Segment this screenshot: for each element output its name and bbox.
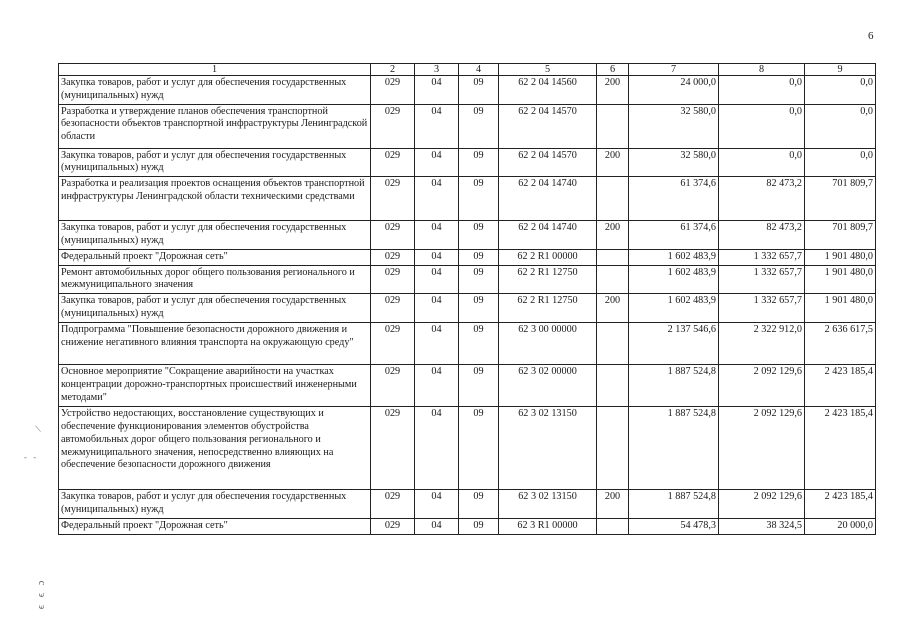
- row-name: Основное мероприятие "Сокращение аварийности на участках концентрации дорожно-транспортных происшествий инженерными методами": [59, 365, 371, 407]
- cell-target-article: 62 3 00 00000: [499, 323, 597, 365]
- cell-amount-col7: 24 000,0: [629, 76, 719, 105]
- column-header-9: 9: [805, 64, 876, 76]
- cell-section: 04: [415, 104, 459, 148]
- cell-subsection: 09: [459, 221, 499, 250]
- cell-amount-col7: 1 887 524,8: [629, 490, 719, 519]
- row-name: Ремонт автомобильных дорог общего пользования регионального и межмуниципального значения: [59, 265, 371, 294]
- margin-stamp-glyph: с: [36, 580, 47, 586]
- page-number: 6: [868, 30, 874, 42]
- cell-subsection: 09: [459, 177, 499, 221]
- cell-expense-type: 200: [597, 221, 629, 250]
- cell-ministry-code: 029: [371, 490, 415, 519]
- cell-ministry-code: 029: [371, 323, 415, 365]
- cell-expense-type: 200: [597, 76, 629, 105]
- row-name: Закупка товаров, работ и услуг для обеспечения государственных (муниципальных) нужд: [59, 76, 371, 105]
- row-name: Закупка товаров, работ и услуг для обеспечения государственных (муниципальных) нужд: [59, 148, 371, 177]
- cell-amount-col7: 32 580,0: [629, 148, 719, 177]
- margin-dash-mark: - -: [24, 452, 39, 462]
- cell-amount-col8: 0,0: [719, 76, 805, 105]
- row-name: Устройство недостающих, восстановление существующих и обеспечение функционирования элементов обустройства автомобильных дорог общего пользования регионального и межмуниципального значения, непосредственно влияющих на обеспечение безопасности дорожного движения: [59, 407, 371, 490]
- cell-amount-col8: 2 092 129,6: [719, 490, 805, 519]
- cell-section: 04: [415, 294, 459, 323]
- cell-subsection: 09: [459, 323, 499, 365]
- cell-section: 04: [415, 76, 459, 105]
- table-row: [59, 104, 876, 148]
- cell-amount-col7: 1 887 524,8: [629, 407, 719, 490]
- column-header-7: 7: [629, 64, 719, 76]
- cell-amount-col9: 2 636 617,5: [805, 323, 876, 365]
- cell-expense-type: [597, 177, 629, 221]
- cell-amount-col9: 2 423 185,4: [805, 365, 876, 407]
- cell-target-article: 62 2 04 14570: [499, 148, 597, 177]
- cell-expense-type: 200: [597, 148, 629, 177]
- cell-amount-col9: 2 423 185,4: [805, 490, 876, 519]
- cell-amount-col7: 61 374,6: [629, 177, 719, 221]
- cell-expense-type: [597, 365, 629, 407]
- column-header-1: 1: [59, 64, 371, 76]
- cell-ministry-code: 029: [371, 249, 415, 265]
- cell-subsection: 09: [459, 76, 499, 105]
- cell-target-article: 62 2 04 14570: [499, 104, 597, 148]
- cell-amount-col9: 0,0: [805, 104, 876, 148]
- row-name: Разработка и утверждение планов обеспечения транспортной безопасности объектов транспортной инфраструктуры Ленинградской области: [59, 104, 371, 148]
- cell-ministry-code: 029: [371, 104, 415, 148]
- cell-amount-col8: 2 092 129,6: [719, 407, 805, 490]
- cell-section: 04: [415, 265, 459, 294]
- cell-amount-col8: 0,0: [719, 104, 805, 148]
- cell-amount-col8: 0,0: [719, 148, 805, 177]
- cell-section: 04: [415, 407, 459, 490]
- cell-amount-col9: 0,0: [805, 148, 876, 177]
- cell-amount-col7: 1 602 483,9: [629, 249, 719, 265]
- margin-stamp: [30, 577, 52, 613]
- cell-expense-type: [597, 249, 629, 265]
- table-row: [59, 177, 876, 221]
- table-row: [59, 76, 876, 105]
- cell-target-article: 62 2 04 14560: [499, 76, 597, 105]
- table-row: [59, 249, 876, 265]
- cell-amount-col9: 1 901 480,0: [805, 249, 876, 265]
- cell-subsection: 09: [459, 407, 499, 490]
- cell-amount-col7: 61 374,6: [629, 221, 719, 250]
- table-row: [59, 221, 876, 250]
- table-row: [59, 490, 876, 519]
- budget-table: [58, 63, 876, 535]
- cell-subsection: 09: [459, 490, 499, 519]
- cell-amount-col7: 2 137 546,6: [629, 323, 719, 365]
- table-row: [59, 265, 876, 294]
- cell-section: 04: [415, 221, 459, 250]
- cell-ministry-code: 029: [371, 76, 415, 105]
- cell-subsection: 09: [459, 148, 499, 177]
- cell-amount-col9: 20 000,0: [805, 519, 876, 535]
- cell-target-article: 62 2 R1 12750: [499, 294, 597, 323]
- cell-subsection: 09: [459, 104, 499, 148]
- cell-target-article: 62 3 02 13150: [499, 407, 597, 490]
- cell-ministry-code: 029: [371, 265, 415, 294]
- row-name: Федеральный проект "Дорожная сеть": [59, 249, 371, 265]
- cell-subsection: 09: [459, 294, 499, 323]
- cell-amount-col7: 32 580,0: [629, 104, 719, 148]
- cell-amount-col8: 2 322 912,0: [719, 323, 805, 365]
- cell-ministry-code: 029: [371, 365, 415, 407]
- cell-section: 04: [415, 323, 459, 365]
- cell-amount-col9: 1 901 480,0: [805, 265, 876, 294]
- cell-target-article: 62 2 R1 12750: [499, 265, 597, 294]
- cell-subsection: 09: [459, 519, 499, 535]
- cell-section: 04: [415, 519, 459, 535]
- cell-target-article: 62 2 04 14740: [499, 177, 597, 221]
- cell-amount-col7: 1 602 483,9: [629, 294, 719, 323]
- table-row: [59, 323, 876, 365]
- cell-section: 04: [415, 249, 459, 265]
- cell-section: 04: [415, 365, 459, 407]
- cell-subsection: 09: [459, 265, 499, 294]
- cell-expense-type: 200: [597, 490, 629, 519]
- cell-expense-type: 200: [597, 294, 629, 323]
- table-row: [59, 519, 876, 535]
- cell-target-article: 62 3 02 13150: [499, 490, 597, 519]
- cell-section: 04: [415, 177, 459, 221]
- cell-amount-col8: 38 324,5: [719, 519, 805, 535]
- cell-amount-col7: 54 478,3: [629, 519, 719, 535]
- cell-ministry-code: 029: [371, 294, 415, 323]
- cell-amount-col7: 1 602 483,9: [629, 265, 719, 294]
- cell-target-article: 62 3 02 00000: [499, 365, 597, 407]
- cell-amount-col9: 1 901 480,0: [805, 294, 876, 323]
- cell-amount-col8: 1 332 657,7: [719, 294, 805, 323]
- cell-ministry-code: 029: [371, 519, 415, 535]
- cell-section: 04: [415, 148, 459, 177]
- row-name: Подпрограмма "Повышение безопасности дорожного движения и снижение негативного влияния транспорта на окружающую среду": [59, 323, 371, 365]
- table-row: [59, 294, 876, 323]
- cell-ministry-code: 029: [371, 177, 415, 221]
- cell-amount-col9: 701 809,7: [805, 177, 876, 221]
- margin-stamp-glyph: э: [36, 604, 47, 610]
- table-header-row: [59, 64, 876, 76]
- row-name: Закупка товаров, работ и услуг для обеспечения государственных (муниципальных) нужд: [59, 294, 371, 323]
- cell-subsection: 09: [459, 365, 499, 407]
- row-name: Закупка товаров, работ и услуг для обеспечения государственных (муниципальных) нужд: [59, 490, 371, 519]
- column-header-2: 2: [371, 64, 415, 76]
- table-row: [59, 365, 876, 407]
- margin-stamp-glyph: э: [36, 592, 47, 598]
- row-name: Федеральный проект "Дорожная сеть": [59, 519, 371, 535]
- cell-amount-col8: 2 092 129,6: [719, 365, 805, 407]
- cell-expense-type: [597, 519, 629, 535]
- cell-amount-col9: 701 809,7: [805, 221, 876, 250]
- cell-expense-type: [597, 265, 629, 294]
- cell-section: 04: [415, 490, 459, 519]
- table-row: [59, 407, 876, 490]
- cell-amount-col8: 1 332 657,7: [719, 249, 805, 265]
- row-name: Разработка и реализация проектов оснащения объектов транспортной инфраструктуры Ленинградской области техническими средствами: [59, 177, 371, 221]
- column-header-4: 4: [459, 64, 499, 76]
- cell-amount-col8: 82 473,2: [719, 221, 805, 250]
- column-header-8: 8: [719, 64, 805, 76]
- column-header-5: 5: [499, 64, 597, 76]
- cell-expense-type: [597, 104, 629, 148]
- row-name: Закупка товаров, работ и услуг для обеспечения государственных (муниципальных) нужд: [59, 221, 371, 250]
- cell-ministry-code: 029: [371, 221, 415, 250]
- cell-amount-col8: 82 473,2: [719, 177, 805, 221]
- column-header-6: 6: [597, 64, 629, 76]
- cell-amount-col8: 1 332 657,7: [719, 265, 805, 294]
- cell-ministry-code: 029: [371, 148, 415, 177]
- cell-target-article: 62 2 04 14740: [499, 221, 597, 250]
- cell-expense-type: [597, 323, 629, 365]
- cell-subsection: 09: [459, 249, 499, 265]
- table-row: [59, 148, 876, 177]
- cell-target-article: 62 2 R1 00000: [499, 249, 597, 265]
- cell-ministry-code: 029: [371, 407, 415, 490]
- cell-amount-col7: 1 887 524,8: [629, 365, 719, 407]
- column-header-3: 3: [415, 64, 459, 76]
- margin-tick-mark: /: [32, 424, 45, 434]
- table-body: [59, 76, 876, 535]
- cell-target-article: 62 3 R1 00000: [499, 519, 597, 535]
- cell-amount-col9: 0,0: [805, 76, 876, 105]
- cell-amount-col9: 2 423 185,4: [805, 407, 876, 490]
- cell-expense-type: [597, 407, 629, 490]
